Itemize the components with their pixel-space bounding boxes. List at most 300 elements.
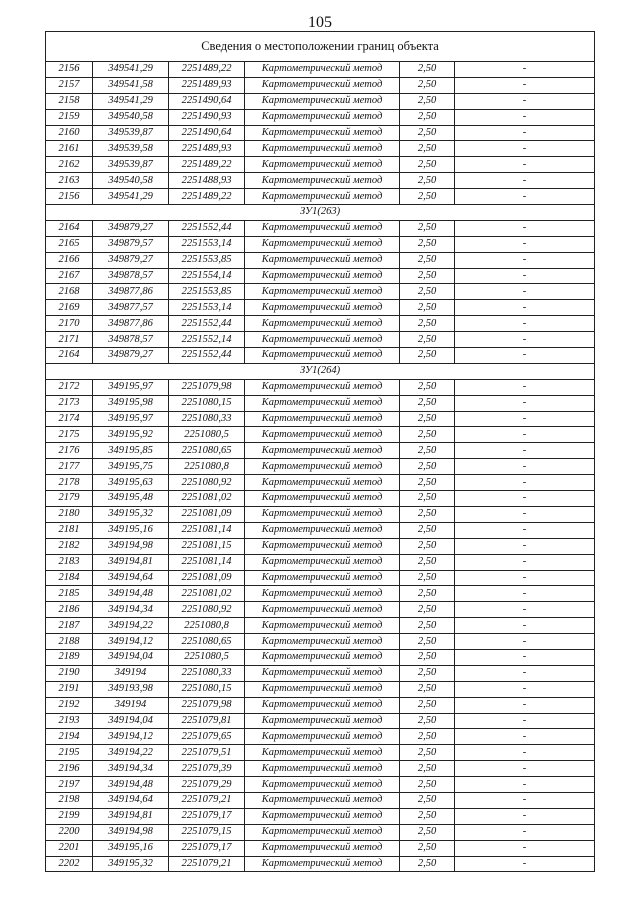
- y-coordinate-cell: 2251080,8: [169, 459, 245, 475]
- point-number-cell: 2178: [46, 475, 93, 491]
- y-coordinate-cell: 2251490,64: [169, 93, 245, 109]
- table-row: [46, 189, 595, 205]
- y-coordinate-cell: 2251080,15: [169, 681, 245, 697]
- description-cell: -: [455, 236, 595, 252]
- y-coordinate-cell: 2251079,17: [169, 840, 245, 856]
- description-cell: -: [455, 491, 595, 507]
- table-row: [46, 252, 595, 268]
- x-coordinate-cell: 349194,98: [93, 824, 169, 840]
- method-cell: Картометрический метод: [245, 792, 400, 808]
- x-coordinate-cell: 349879,27: [93, 252, 169, 268]
- method-cell: Картометрический метод: [245, 554, 400, 570]
- x-coordinate-cell: 349879,27: [93, 220, 169, 236]
- precision-cell: 2,50: [400, 379, 455, 395]
- x-coordinate-cell: 349539,87: [93, 157, 169, 173]
- point-number-cell: 2196: [46, 761, 93, 777]
- precision-cell: 2,50: [400, 856, 455, 872]
- table-row: [46, 808, 595, 824]
- x-coordinate-cell: 349541,58: [93, 77, 169, 93]
- description-cell: -: [455, 475, 595, 491]
- method-cell: Картометрический метод: [245, 856, 400, 872]
- x-coordinate-cell: 349541,29: [93, 62, 169, 78]
- precision-cell: 2,50: [400, 173, 455, 189]
- table-row: [46, 538, 595, 554]
- table-row: [46, 570, 595, 586]
- x-coordinate-cell: 349194,04: [93, 649, 169, 665]
- x-coordinate-cell: 349195,16: [93, 840, 169, 856]
- precision-cell: 2,50: [400, 316, 455, 332]
- method-cell: Картометрический метод: [245, 459, 400, 475]
- y-coordinate-cell: 2251552,44: [169, 220, 245, 236]
- x-coordinate-cell: 349877,86: [93, 284, 169, 300]
- x-coordinate-cell: 349195,48: [93, 491, 169, 507]
- table-row: [46, 745, 595, 761]
- y-coordinate-cell: 2251490,64: [169, 125, 245, 141]
- x-coordinate-cell: 349194,48: [93, 777, 169, 793]
- description-cell: -: [455, 777, 595, 793]
- precision-cell: 2,50: [400, 332, 455, 348]
- description-cell: -: [455, 77, 595, 93]
- precision-cell: 2,50: [400, 348, 455, 364]
- table-row: [46, 93, 595, 109]
- x-coordinate-cell: 349194,34: [93, 602, 169, 618]
- method-cell: Картометрический метод: [245, 77, 400, 93]
- point-number-cell: 2157: [46, 77, 93, 93]
- table-row: [46, 777, 595, 793]
- description-cell: -: [455, 697, 595, 713]
- point-number-cell: 2161: [46, 141, 93, 157]
- table-row: [46, 379, 595, 395]
- x-coordinate-cell: 349194,34: [93, 761, 169, 777]
- y-coordinate-cell: 2251081,02: [169, 586, 245, 602]
- method-cell: Картометрический метод: [245, 220, 400, 236]
- group-header-row: [46, 205, 595, 221]
- x-coordinate-cell: 349878,57: [93, 268, 169, 284]
- y-coordinate-cell: 2251552,44: [169, 348, 245, 364]
- description-cell: -: [455, 522, 595, 538]
- method-cell: Картометрический метод: [245, 284, 400, 300]
- description-cell: -: [455, 300, 595, 316]
- precision-cell: 2,50: [400, 570, 455, 586]
- description-cell: -: [455, 634, 595, 650]
- table-row: [46, 220, 595, 236]
- x-coordinate-cell: 349195,92: [93, 427, 169, 443]
- y-coordinate-cell: 2251552,44: [169, 316, 245, 332]
- precision-cell: 2,50: [400, 125, 455, 141]
- x-coordinate-cell: 349194,81: [93, 554, 169, 570]
- method-cell: Картометрический метод: [245, 697, 400, 713]
- point-number-cell: 2169: [46, 300, 93, 316]
- y-coordinate-cell: 2251081,14: [169, 522, 245, 538]
- method-cell: Картометрический метод: [245, 62, 400, 78]
- table-body: [46, 62, 595, 872]
- method-cell: Картометрический метод: [245, 348, 400, 364]
- method-cell: Картометрический метод: [245, 189, 400, 205]
- point-number-cell: 2166: [46, 252, 93, 268]
- point-number-cell: 2181: [46, 522, 93, 538]
- precision-cell: 2,50: [400, 284, 455, 300]
- method-cell: Картометрический метод: [245, 316, 400, 332]
- point-number-cell: 2156: [46, 189, 93, 205]
- method-cell: Картометрический метод: [245, 665, 400, 681]
- description-cell: -: [455, 125, 595, 141]
- method-cell: Картометрический метод: [245, 427, 400, 443]
- description-cell: -: [455, 713, 595, 729]
- precision-cell: 2,50: [400, 681, 455, 697]
- table-row: [46, 729, 595, 745]
- precision-cell: 2,50: [400, 427, 455, 443]
- point-number-cell: 2185: [46, 586, 93, 602]
- point-number-cell: 2192: [46, 697, 93, 713]
- method-cell: Картометрический метод: [245, 125, 400, 141]
- table-row: [46, 634, 595, 650]
- point-number-cell: 2184: [46, 570, 93, 586]
- x-coordinate-cell: 349195,85: [93, 443, 169, 459]
- y-coordinate-cell: 2251081,14: [169, 554, 245, 570]
- x-coordinate-cell: 349195,16: [93, 522, 169, 538]
- precision-cell: 2,50: [400, 602, 455, 618]
- method-cell: Картометрический метод: [245, 411, 400, 427]
- point-number-cell: 2190: [46, 665, 93, 681]
- group-header-row: [46, 363, 595, 379]
- y-coordinate-cell: 2251080,5: [169, 649, 245, 665]
- table-title-row: [46, 32, 595, 62]
- precision-cell: 2,50: [400, 236, 455, 252]
- y-coordinate-cell: 2251489,22: [169, 157, 245, 173]
- y-coordinate-cell: 2251080,33: [169, 665, 245, 681]
- point-number-cell: 2193: [46, 713, 93, 729]
- method-cell: Картометрический метод: [245, 713, 400, 729]
- point-number-cell: 2173: [46, 395, 93, 411]
- precision-cell: 2,50: [400, 189, 455, 205]
- precision-cell: 2,50: [400, 93, 455, 109]
- method-cell: Картометрический метод: [245, 761, 400, 777]
- point-number-cell: 2200: [46, 824, 93, 840]
- precision-cell: 2,50: [400, 538, 455, 554]
- method-cell: Картометрический метод: [245, 395, 400, 411]
- precision-cell: 2,50: [400, 459, 455, 475]
- table-row: [46, 475, 595, 491]
- x-coordinate-cell: 349195,97: [93, 411, 169, 427]
- y-coordinate-cell: 2251079,51: [169, 745, 245, 761]
- y-coordinate-cell: 2251489,93: [169, 77, 245, 93]
- table-row: [46, 681, 595, 697]
- method-cell: Картометрический метод: [245, 522, 400, 538]
- description-cell: -: [455, 93, 595, 109]
- x-coordinate-cell: 349194: [93, 665, 169, 681]
- x-coordinate-cell: 349540,58: [93, 173, 169, 189]
- point-number-cell: 2172: [46, 379, 93, 395]
- precision-cell: 2,50: [400, 252, 455, 268]
- y-coordinate-cell: 2251080,92: [169, 602, 245, 618]
- point-number-cell: 2159: [46, 109, 93, 125]
- precision-cell: 2,50: [400, 475, 455, 491]
- group-label: ЗУ1(263): [46, 205, 595, 221]
- description-cell: -: [455, 506, 595, 522]
- precision-cell: 2,50: [400, 268, 455, 284]
- precision-cell: 2,50: [400, 745, 455, 761]
- method-cell: Картометрический метод: [245, 586, 400, 602]
- description-cell: -: [455, 379, 595, 395]
- description-cell: -: [455, 681, 595, 697]
- x-coordinate-cell: 349541,29: [93, 93, 169, 109]
- point-number-cell: 2197: [46, 777, 93, 793]
- y-coordinate-cell: 2251079,15: [169, 824, 245, 840]
- y-coordinate-cell: 2251080,33: [169, 411, 245, 427]
- table-row: [46, 141, 595, 157]
- precision-cell: 2,50: [400, 220, 455, 236]
- y-coordinate-cell: 2251554,14: [169, 268, 245, 284]
- method-cell: Картометрический метод: [245, 808, 400, 824]
- precision-cell: 2,50: [400, 77, 455, 93]
- table-row: [46, 792, 595, 808]
- description-cell: -: [455, 427, 595, 443]
- precision-cell: 2,50: [400, 792, 455, 808]
- method-cell: Картометрический метод: [245, 824, 400, 840]
- method-cell: Картометрический метод: [245, 649, 400, 665]
- y-coordinate-cell: 2251079,65: [169, 729, 245, 745]
- x-coordinate-cell: 349194,81: [93, 808, 169, 824]
- table-row: [46, 332, 595, 348]
- method-cell: Картометрический метод: [245, 840, 400, 856]
- y-coordinate-cell: 2251080,65: [169, 443, 245, 459]
- x-coordinate-cell: 349194: [93, 697, 169, 713]
- description-cell: -: [455, 618, 595, 634]
- point-number-cell: 2183: [46, 554, 93, 570]
- method-cell: Картометрический метод: [245, 252, 400, 268]
- precision-cell: 2,50: [400, 586, 455, 602]
- table-row: [46, 173, 595, 189]
- y-coordinate-cell: 2251079,21: [169, 856, 245, 872]
- description-cell: -: [455, 665, 595, 681]
- description-cell: -: [455, 459, 595, 475]
- y-coordinate-cell: 2251079,98: [169, 379, 245, 395]
- boundary-table: [45, 31, 595, 872]
- method-cell: Картометрический метод: [245, 109, 400, 125]
- description-cell: -: [455, 586, 595, 602]
- table-row: [46, 856, 595, 872]
- description-cell: -: [455, 268, 595, 284]
- description-cell: -: [455, 570, 595, 586]
- point-number-cell: 2177: [46, 459, 93, 475]
- table-row: [46, 491, 595, 507]
- method-cell: Картометрический метод: [245, 538, 400, 554]
- x-coordinate-cell: 349541,29: [93, 189, 169, 205]
- precision-cell: 2,50: [400, 840, 455, 856]
- x-coordinate-cell: 349195,32: [93, 856, 169, 872]
- description-cell: -: [455, 348, 595, 364]
- x-coordinate-cell: 349878,57: [93, 332, 169, 348]
- y-coordinate-cell: 2251080,65: [169, 634, 245, 650]
- table-row: [46, 268, 595, 284]
- precision-cell: 2,50: [400, 411, 455, 427]
- method-cell: Картометрический метод: [245, 157, 400, 173]
- y-coordinate-cell: 2251080,92: [169, 475, 245, 491]
- table-row: [46, 109, 595, 125]
- point-number-cell: 2168: [46, 284, 93, 300]
- table-row: [46, 62, 595, 78]
- y-coordinate-cell: 2251080,15: [169, 395, 245, 411]
- method-cell: Картометрический метод: [245, 443, 400, 459]
- precision-cell: 2,50: [400, 554, 455, 570]
- x-coordinate-cell: 349195,98: [93, 395, 169, 411]
- method-cell: Картометрический метод: [245, 602, 400, 618]
- point-number-cell: 2201: [46, 840, 93, 856]
- description-cell: -: [455, 840, 595, 856]
- precision-cell: 2,50: [400, 761, 455, 777]
- x-coordinate-cell: 349193,98: [93, 681, 169, 697]
- point-number-cell: 2198: [46, 792, 93, 808]
- x-coordinate-cell: 349194,04: [93, 713, 169, 729]
- point-number-cell: 2164: [46, 220, 93, 236]
- y-coordinate-cell: 2251552,14: [169, 332, 245, 348]
- precision-cell: 2,50: [400, 109, 455, 125]
- point-number-cell: 2180: [46, 506, 93, 522]
- precision-cell: 2,50: [400, 506, 455, 522]
- precision-cell: 2,50: [400, 443, 455, 459]
- description-cell: -: [455, 395, 595, 411]
- precision-cell: 2,50: [400, 729, 455, 745]
- point-number-cell: 2162: [46, 157, 93, 173]
- y-coordinate-cell: 2251553,85: [169, 284, 245, 300]
- x-coordinate-cell: 349194,12: [93, 634, 169, 650]
- point-number-cell: 2165: [46, 236, 93, 252]
- precision-cell: 2,50: [400, 777, 455, 793]
- description-cell: -: [455, 411, 595, 427]
- method-cell: Картометрический метод: [245, 236, 400, 252]
- method-cell: Картометрический метод: [245, 745, 400, 761]
- description-cell: -: [455, 252, 595, 268]
- table-row: [46, 427, 595, 443]
- precision-cell: 2,50: [400, 665, 455, 681]
- x-coordinate-cell: 349879,57: [93, 236, 169, 252]
- description-cell: -: [455, 792, 595, 808]
- precision-cell: 2,50: [400, 697, 455, 713]
- precision-cell: 2,50: [400, 300, 455, 316]
- table-title: Сведения о местоположении границ объекта: [46, 32, 595, 62]
- description-cell: -: [455, 189, 595, 205]
- precision-cell: 2,50: [400, 395, 455, 411]
- point-number-cell: 2160: [46, 125, 93, 141]
- method-cell: Картометрический метод: [245, 634, 400, 650]
- y-coordinate-cell: 2251081,02: [169, 491, 245, 507]
- x-coordinate-cell: 349195,32: [93, 506, 169, 522]
- precision-cell: 2,50: [400, 824, 455, 840]
- x-coordinate-cell: 349539,87: [93, 125, 169, 141]
- point-number-cell: 2194: [46, 729, 93, 745]
- description-cell: -: [455, 808, 595, 824]
- table-row: [46, 236, 595, 252]
- table-row: [46, 761, 595, 777]
- table-row: [46, 618, 595, 634]
- table-row: [46, 348, 595, 364]
- table-row: [46, 602, 595, 618]
- description-cell: -: [455, 109, 595, 125]
- description-cell: -: [455, 824, 595, 840]
- description-cell: -: [455, 316, 595, 332]
- description-cell: -: [455, 332, 595, 348]
- precision-cell: 2,50: [400, 649, 455, 665]
- y-coordinate-cell: 2251488,93: [169, 173, 245, 189]
- precision-cell: 2,50: [400, 157, 455, 173]
- description-cell: -: [455, 856, 595, 872]
- description-cell: -: [455, 602, 595, 618]
- table-row: [46, 697, 595, 713]
- x-coordinate-cell: 349194,22: [93, 618, 169, 634]
- x-coordinate-cell: 349540,58: [93, 109, 169, 125]
- y-coordinate-cell: 2251553,14: [169, 300, 245, 316]
- description-cell: -: [455, 729, 595, 745]
- point-number-cell: 2179: [46, 491, 93, 507]
- description-cell: -: [455, 443, 595, 459]
- point-number-cell: 2199: [46, 808, 93, 824]
- table-row: [46, 713, 595, 729]
- y-coordinate-cell: 2251081,15: [169, 538, 245, 554]
- table-row: [46, 157, 595, 173]
- method-cell: Картометрический метод: [245, 491, 400, 507]
- table-row: [46, 665, 595, 681]
- table-row: [46, 522, 595, 538]
- x-coordinate-cell: 349195,97: [93, 379, 169, 395]
- x-coordinate-cell: 349539,58: [93, 141, 169, 157]
- x-coordinate-cell: 349877,57: [93, 300, 169, 316]
- table-row: [46, 554, 595, 570]
- point-number-cell: 2167: [46, 268, 93, 284]
- point-number-cell: 2176: [46, 443, 93, 459]
- table-row: [46, 77, 595, 93]
- method-cell: Картометрический метод: [245, 332, 400, 348]
- x-coordinate-cell: 349877,86: [93, 316, 169, 332]
- point-number-cell: 2158: [46, 93, 93, 109]
- method-cell: Картометрический метод: [245, 141, 400, 157]
- method-cell: Картометрический метод: [245, 300, 400, 316]
- point-number-cell: 2164: [46, 348, 93, 364]
- x-coordinate-cell: 349194,98: [93, 538, 169, 554]
- y-coordinate-cell: 2251079,98: [169, 697, 245, 713]
- point-number-cell: 2171: [46, 332, 93, 348]
- x-coordinate-cell: 349194,64: [93, 792, 169, 808]
- point-number-cell: 2202: [46, 856, 93, 872]
- table-row: [46, 411, 595, 427]
- y-coordinate-cell: 2251490,93: [169, 109, 245, 125]
- y-coordinate-cell: 2251489,22: [169, 62, 245, 78]
- table-row: [46, 840, 595, 856]
- point-number-cell: 2195: [46, 745, 93, 761]
- precision-cell: 2,50: [400, 491, 455, 507]
- method-cell: Картометрический метод: [245, 777, 400, 793]
- group-label: ЗУ1(264): [46, 363, 595, 379]
- description-cell: -: [455, 284, 595, 300]
- method-cell: Картометрический метод: [245, 570, 400, 586]
- description-cell: -: [455, 157, 595, 173]
- description-cell: -: [455, 649, 595, 665]
- method-cell: Картометрический метод: [245, 268, 400, 284]
- description-cell: -: [455, 554, 595, 570]
- precision-cell: 2,50: [400, 522, 455, 538]
- point-number-cell: 2189: [46, 649, 93, 665]
- point-number-cell: 2187: [46, 618, 93, 634]
- y-coordinate-cell: 2251553,85: [169, 252, 245, 268]
- method-cell: Картометрический метод: [245, 173, 400, 189]
- y-coordinate-cell: 2251553,14: [169, 236, 245, 252]
- y-coordinate-cell: 2251079,81: [169, 713, 245, 729]
- precision-cell: 2,50: [400, 62, 455, 78]
- precision-cell: 2,50: [400, 618, 455, 634]
- precision-cell: 2,50: [400, 713, 455, 729]
- boundary-table-container: [45, 31, 594, 872]
- x-coordinate-cell: 349194,12: [93, 729, 169, 745]
- table-row: [46, 586, 595, 602]
